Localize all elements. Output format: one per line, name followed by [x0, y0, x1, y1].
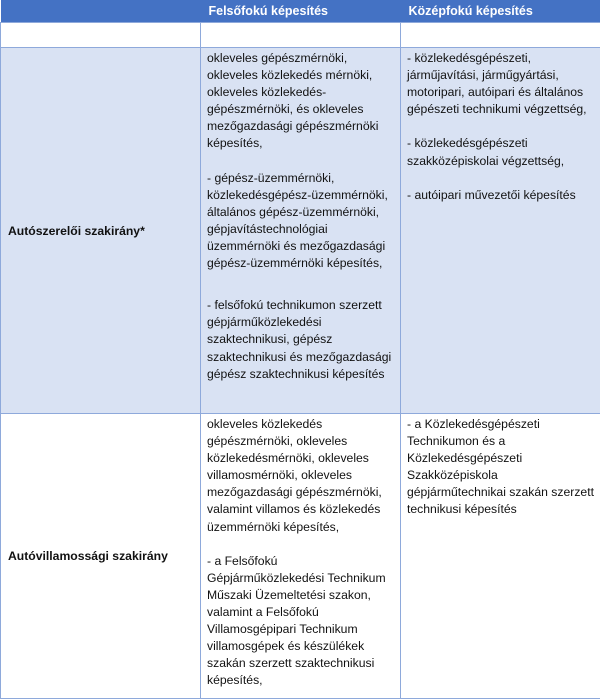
secondary-education-cell: [401, 414, 600, 699]
higher-education-cell: [201, 48, 401, 414]
qualification-text: - közlekedésgépészeti szakközépiskolai végzettség,: [407, 135, 594, 169]
header-higher-education: Felsőfokú képesítés: [201, 0, 401, 23]
spacer-cell: [1, 23, 201, 48]
row-label: Autóvillamossági szakirány: [1, 414, 201, 699]
higher-education-cell: [201, 414, 401, 699]
qualification-text: okleveles közlekedés gépészmérnöki, okleveles közlekedésmérnöki, okleveles villamosmérnöki, okleveles mezőgazdasági gépészmérnöki, valamint villamos és közlekedés üzemmérnöki képesítés,: [207, 416, 394, 536]
qualification-text: - közlekedésgépészeti, járműjavítási, járműgyártási, motoripari, autóipari és általános gépészeti technikumi végzettség,: [407, 50, 594, 118]
qualification-text: - gépész-üzemmérnöki, közlekedésgépész-üzemmérnöki, általános gépész-üzemmérnöki, gépjavítástechnológiai üzemmérnöki és mezőgazdasági gépész-üzemmérnöki képesítés,: [207, 170, 394, 273]
table-row: [1, 414, 600, 699]
header-row: [1, 0, 600, 23]
qualification-text: - autóipari művezetői képesítés: [407, 187, 594, 204]
spacer-row: [1, 23, 600, 48]
qualification-text: okleveles gépészmérnöki, okleveles közlekedés mérnöki, okleveles közlekedés-gépészmérnöki, és okleveles mezőgazdasági gépészmérnöki képesítés,: [207, 50, 394, 153]
qualification-text: - a Közlekedésgépészeti Technikumon és a Közlekedésgépészeti Szakközépiskola gépjárműtechnikai szakán szerzett technikusi képesítés: [407, 416, 594, 519]
secondary-education-cell: [401, 48, 600, 414]
header-empty: [1, 0, 201, 23]
qualification-text: - felsőfokú technikumon szerzett gépjárműközlekedési szaktechnikusi, gépész szaktechnikusi és mezőgazdasági gépész szaktechnikusi képesítés: [207, 297, 394, 382]
spacer-cell: [401, 23, 600, 48]
qualification-text: - a Felsőfokú Gépjárműközlekedési Technikum Műszaki Üzemeltetési szakon, valamint a Felsőfokú Villamosgépipari Technikum villamosgépek és készülékek szakán szerzett szaktechnikusi képesítés,: [207, 553, 394, 690]
table-row: [1, 48, 600, 414]
spacer-cell: [201, 23, 401, 48]
header-secondary-education: Középfokú képesítés: [401, 0, 600, 23]
row-label: Autószerelői szakirány*: [1, 48, 201, 414]
